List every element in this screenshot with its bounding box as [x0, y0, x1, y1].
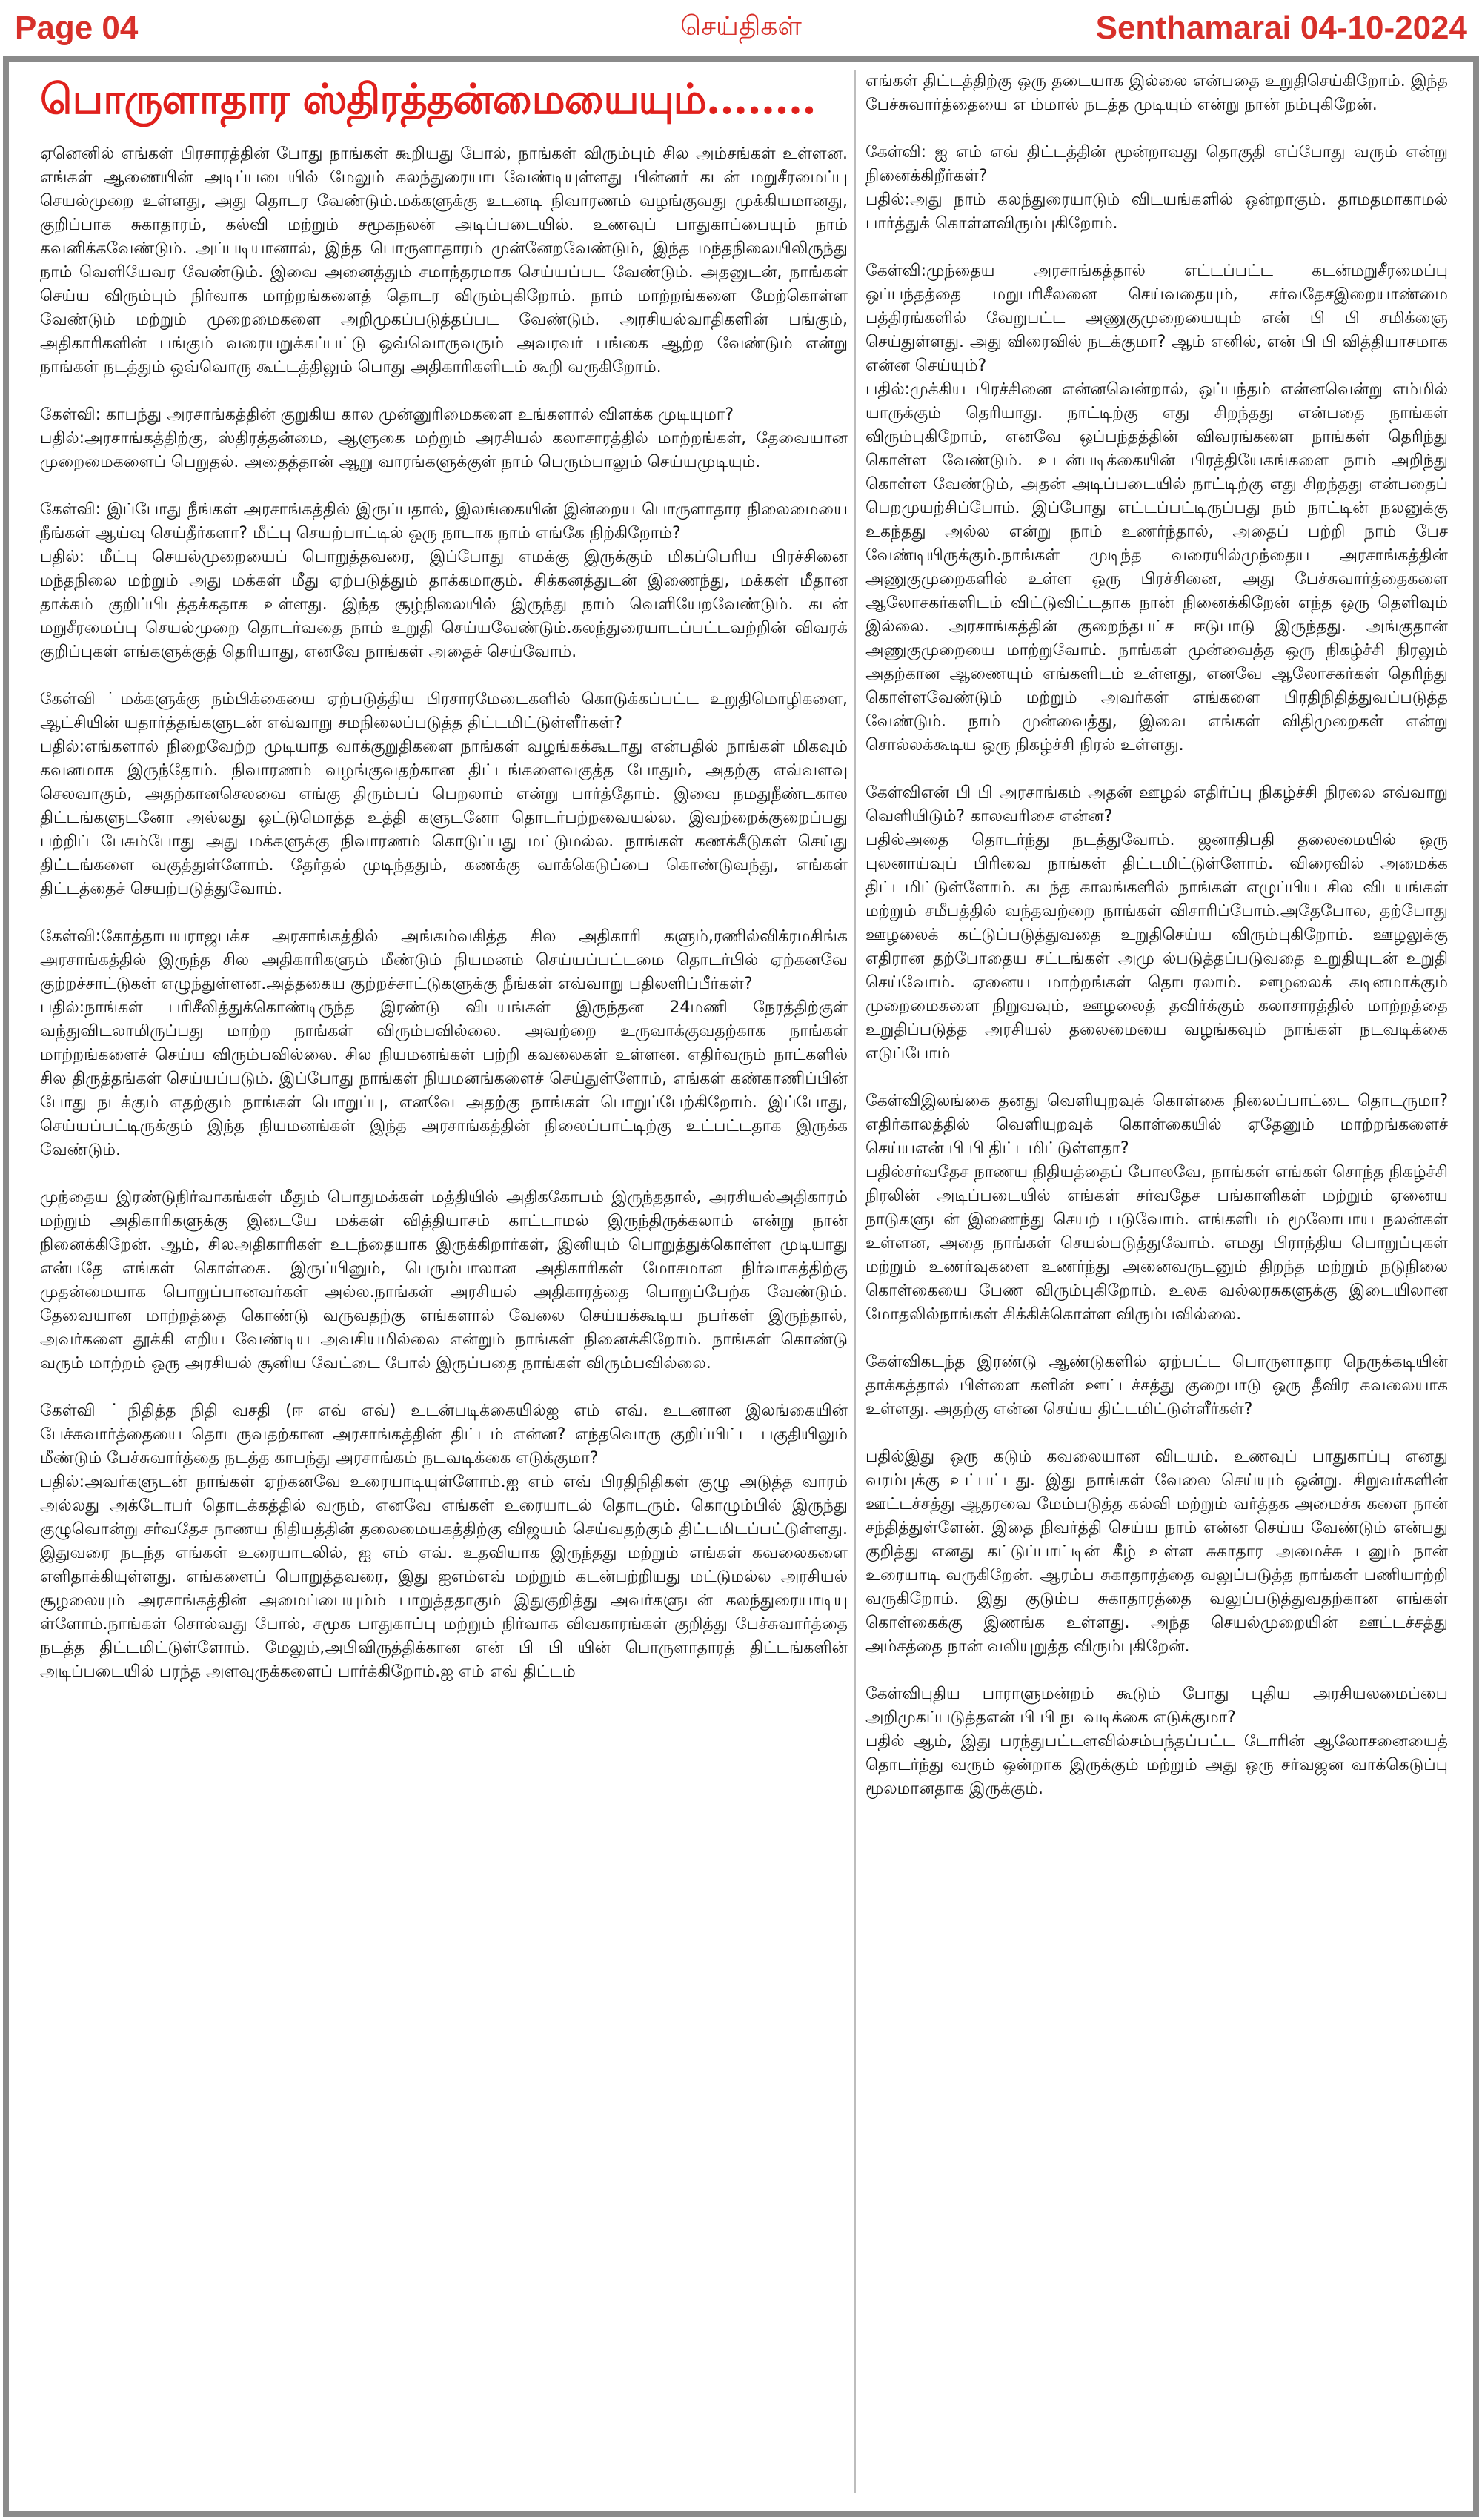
article-paragraph: கேள்வி:கோத்தாபயராஜபக்ச அரசாங்கத்தில் அங்கம்வகித்த சில அதிகாரி களும்,ரணில்விக்ரமசிங்க அரசாங்கத்தில் இருந்த சில அதிகாரிகளும் மீண்டும் நியமனம் செய்யப்பட்டமை தொடர்பில் ஏற்கனவே குற்றச்சாட்டுகள் எழுந்துள்ளன.அத்தகைய குற்றச்சாட்டுகளுக்கு நீங்கள் எவ்வாறு பதிலளிப்பீர்கள்? பதில்:நாங்கள் பரிசீலித்துக்கொண்டிருந்த இரண்டு விடயங்கள் இருந்தன 24மணி நேரத்திற்குள் வந்துவிடலாமிருப்பது மாற்ற நாங்கள் விரும்பவில்லை. அவற்றை உருவாக்குவதற்காக நாங்கள் மாற்றங்களைச் செய்ய விரும்பவில்லை. சில நியமனங்கள் பற்றி கவலைகள் உள்ளன. எதிர்வரும் நாட்களில் சில திருத்தங்கள் செய்யப்படும். இப்போது நாங்கள் நியமனங்களைச் செய்துள்ளோம், எங்கள் கண்காணிப்பின் போது நடக்கும் எதற்கும் நாங்கள் பொறுப்பு, எனவே அதற்கு நாங்கள் பொறுப்பேற்கிறோம். இப்போது, செய்யப்பட்டிருக்கும் இந்த நியமனங்கள் இந்த அரசாங்கத்தின் நிலைப்பாட்டிற்கு உட்பட்டதாக இருக்க வேண்டும். — [40, 927, 848, 1159]
article-paragraph: கேள்வி: இப்போது நீங்கள் அரசாங்கத்தில் இருப்பதால், இலங்கையின் இன்றைய பொருளாதார நிலைமையை நீங்கள் ஆய்வு செய்தீர்களா? மீட்பு செயற்பாட்டில் ஒரு நாடாக நாம் எங்கே நிற்கிறோம்? பதில்: மீட்பு செயல்முறையைப் பொறுத்தவரை, இப்போது எமக்கு இருக்கும் மிகப்பெரிய பிரச்சினை மந்தநிலை மற்றும் அது மக்கள் மீது ஏற்படுத்தும் தாக்கமாகும். சிக்கனத்துடன் இணைந்து, மக்கள் மீதான தாக்கம் குறிப்பிடத்தக்கதாக உள்ளது. இந்த சூழ்நிலையில் இருந்து நாம் வெளியேறவேண்டும். கடன் மறுசீரமைப்பு செயல்முறை தொடர்வதை நாம் உறுதி செய்யவேண்டும்.கலந்துரையாடப்பட்டவற்றின் விவரக் குறிப்புகள் எங்களுக்குத் தெரியாது, எனவே நாங்கள் அதைச் செய்வோம். — [40, 500, 848, 661]
left-column-body — [40, 142, 848, 1684]
masthead — [0, 0, 1482, 56]
article-paragraph: கேள்வி ˙மக்களுக்கு நம்பிக்கையை ஏற்படுத்திய பிரசாரமேடைகளில் கொடுக்கப்பட்ட உறுதிமொழிகளை, ஆட்சியின் யதார்த்தங்களுடன் எவ்வாறு சமநிலைப்படுத்த திட்டமிட்டுள்ளீர்கள்? பதில்:எங்களால் நிறைவேற்ற முடியாத வாக்குறுதிகளை நாங்கள் வழங்கக்கூடாது என்பதில் நாங்கள் மிகவும் கவனமாக இருந்தோம். நிவாரணம் வழங்குவதற்கான திட்டங்களைவகுத்த போதும், அதற்கு எவ்வளவு செலவாகும், அதற்கானசெலவை எங்கு திரும்பப் பெறலாம் என்று பார்த்தோம். இவை நமதுநீண்டகால திட்டங்களுடனோ அல்லது ஒட்டுமொத்த உத்தி களுடனோ தொடர்பற்றவையல்ல. இவற்றைக்குறைப்பது பற்றிப் பேசும்போது அது மக்களுக்கு நிவாரணம் கொடுப்பது மட்டுமல்ல. நாங்கள் கணக்கீடுகள் செய்து திட்டங்களை வகுத்துள்ளோம். தேர்தல் முடிந்ததும், கணக்கு வாக்கெடுப்பை கொண்டுவந்து, எங்கள் திட்டத்தைச் செயற்படுத்துவோம். — [40, 690, 848, 898]
article-paragraph: கேள்விஇலங்கை தனது வெளியுறவுக் கொள்கை நிலைப்பாட்டை தொடருமா? எதிர்காலத்தில் வெளியுறவுக் கொள்கையில் ஏதேனும் மாற்றங்களைச் செய்யஎன் பி பி திட்டமிட்டுள்ளதா? பதில்சர்வதேச நாணய நிதியத்தைப் போலவே, நாங்கள் எங்கள் சொந்த நிகழ்ச்சி நிரலின் அடிப்படையில் எங்கள் சர்வதேச பங்காளிகள் மற்றும் ஏனைய நாடுகளுடன் இணைந்து செயற் படுவோம். எங்களிடம் மூலோபாய நலன்கள் உள்ளன, அதை நாங்கள் செயல்படுத்துவோம். எமது பிராந்திய பொறுப்புகள் மற்றும் உணர்வுகளை உணர்ந்து அனைவருடனும் திறந்த மற்றும் நடுநிலை கொள்கையை பேண விரும்புகிறோம். உலக வல்லரசுகளுக்கு இடையிலான மோதலில்நாங்கள் சிக்கிக்கொள்ள விரும்பவில்லை. — [865, 1092, 1448, 1324]
article-paragraph: எங்கள் திட்டத்திற்கு ஒரு தடையாக இல்லை என்பதை உறுதிசெய்கிறோம். இந்த பேச்சுவார்த்தையை எ ம்மால் நடத்த முடியும் என்று நான் நம்புகிறேன். — [865, 72, 1448, 114]
article-headline: பொருளாதார ஸ்திரத்தன்மையையும்........ — [40, 75, 816, 124]
right-column — [865, 70, 1448, 2493]
article-paragraph: பதில்இது ஒரு கடும் கவலையான விடயம். உணவுப் பாதுகாப்பு எனது வரம்புக்கு உட்பட்டது. இது நாங்கள் வேலை செய்யும் ஒன்று. சிறுவர்களின் ஊட்டச்சத்து ஆதரவை மேம்படுத்த கல்வி மற்றும் வர்த்தக அமைச்சு களை நான் சந்தித்துள்ளேன். இதை நிவர்த்தி செய்ய நாம் என்ன செய்ய வேண்டும் என்பது குறித்து எனது கட்டுப்பாட்டின் கீழ் உள்ள சுகாதார அமைச்சு டனும் நான் உரையாடி வருகிறேன். ஆரம்ப சுகாதாரத்தை வலுப்படுத்த நாங்கள் பணியாற்றி வருகிறோம். இது குடும்ப சுகாதாரத்தை வலுப்படுத்துவதற்கான எங்கள் கொள்கைக்கு இணங்க உள்ளது. அந்த செயல்முறையின் ஊட்டச்சத்து அம்சத்தை நான் வலியுறுத்த விரும்புகிறேன். — [865, 1448, 1448, 1656]
page-number: Page 04 — [15, 10, 139, 46]
article-paragraph: முந்தைய இரண்டுநிர்வாகங்கள் மீதும் பொதுமக்கள் மத்தியில் அதிககோபம் இருந்ததால், அரசியல்அதிகாரம் மற்றும் அதிகாரிகளுக்கு இடையே மக்கள் வித்தியாசம் காட்டாமல் இருந்திருக்கலாம் என்று நான் நினைக்கிறேன். ஆம், சிலஅதிகாரிகள் உடந்தையாக இருக்கிறார்கள், இனியும் பொறுத்துக்கொள்ள முடியாது என்பதே எங்கள் கொள்கை. இருப்பினும், பெரும்பாலான அதிகாரிகள் மோசமான நிர்வாகத்திற்கு முதன்மையாக பொறுப்பானவர்கள் அல்ல.நாங்கள் அரசியல் அதிகாரத்தை பொறுப்பேற்க வேண்டும். தேவையான மாற்றத்தை கொண்டு வருவதற்கு எங்களால் வேலை செய்யக்கூடிய நபர்கள் இருந்தால், அவர்களை தூக்கி எறிய வேண்டிய அவசியமில்லை என்றும் நாங்கள் நினைக்கிறோம். நாங்கள் கொண்டு வரும் மாற்றம் ஒரு அரசியல் சூனிய வேட்டை போல் இருப்பதை நாங்கள் விரும்பவில்லை. — [40, 1188, 848, 1373]
article-paragraph: கேள்வி ˙நிதித்த நிதி வசதி (ஈ எவ் எவ்) உடன்படிக்கையில்ஐ எம் எவ். உடனான இலங்கையின் பேச்சுவார்த்தையை தொடருவதற்கான அரசாங்கத்தின் திட்டம் என்ன? எந்தவொரு குறிப்பிட்ட பகுதியிலும் மீண்டும் பேச்சுவார்த்தை நடத்த காபந்து அரசாங்கம் நடவடிக்கை எடுக்குமா? பதில்:அவர்களுடன் நாங்கள் ஏற்கனவே உரையாடியுள்ளோம்.ஐ எம் எவ் பிரதிநிதிகள் குழு அடுத்த வாரம் அல்லது அக்டோபர் தொடக்கத்தில் வரும், எனவே எங்கள் உரையாடல் தொடரும். கொழும்பில் இருந்து குழுவொன்று சர்வதேச நாணய நிதியத்தின் தலைமையகத்திற்கு விஜயம் செய்வதற்கும் திட்டமிடப்பட்டுள்ளது. இதுவரை நடந்த எங்கள் உரையாடலில், ஐ எம் எவ். உதவியாக இருந்தது மற்றும் எங்கள் கவலைகளை எளிதாக்கியுள்ளது. எங்களைப் பொறுத்தவரை, இது ஐஎம்எவ் மற்றும் கடன்பற்றியது மட்டுமல்ல அரசியல் சூழலையும் அரசாங்கத்தின் அமைப்பையும்ம் பாறுத்ததாகும் இதுகுறித்து அவர்களுடன் கலந்துரையாடியு ள்ளோம்.நாங்கள் சொல்வது போல், சமூக பாதுகாப்பு மற்றும் நிர்வாக விவகாரங்கள் குறித்து பேச்சுவார்த்தை நடத்த திட்டமிட்டுள்ளோம். மேலும்,அபிவிருத்திக்கான என் பி பி யின் பொருளாதாரத் திட்டங்களின் அடிப்படையில் பரந்த அளவுருக்களைப் பார்க்கிறோம்.ஐ எம் எவ் திட்டம் — [40, 1402, 848, 1681]
article-paragraph: கேள்விபுதிய பாராளுமன்றம் கூடும் போது புதிய அரசியலமைப்பை அறிமுகப்படுத்தஎன் பி பி நடவடிக்கை எடுக்குமா? பதில் ஆம், இது பரந்துபட்டளவில்சம்பந்தப்பட்ட டோரின் ஆலோசனையைத் தொடர்ந்து வரும் ஒன்றாக இருக்கும் மற்றும் அது ஒரு சர்வஜன வாக்கெடுப்பு மூலமானதாக இருக்கும். — [865, 1685, 1448, 1798]
article-paragraph: கேள்வி:முந்தைய அரசாங்கத்தால் எட்டப்பட்ட கடன்மறுசீரமைப்பு ஒப்பந்தத்தை மறுபரிசீலனை செய்வதையும், சர்வதேசஇறையாண்மை பத்திரங்களில் வேறுபட்ட அணுகுமுறையையும் என் பி பி சமிக்ஞை செய்துள்ளது. அது விரைவில் நடக்குமா? ஆம் எனில், என் பி பி வித்தியாசமாக என்ன செய்யும்? பதில்:முக்கிய பிரச்சினை என்னவென்றால், ஒப்பந்தம் என்னவென்று எம்மில் யாருக்கும் தெரியாது. நாட்டிற்கு எது சிறந்தது என்பதை நாங்கள் விரும்புகிறோம், எனவே ஒப்பந்தத்தின் விவரங்களை நாங்கள் தெரிந்து கொள்ள வேண்டும். உடன்படிக்கையின் பிரத்தியேகங்களை நாம் அறிந்து கொள்ள வேண்டும், அதன் அடிப்படையில் நாட்டிற்கு எது சிறந்தது என்பதைப் பெறமுயற்சிப்போம். இப்போது எட்டப்பட்டிருப்பது நம் நாட்டின் நலனுக்கு உகந்தது அல்ல என்று நாம் உணர்ந்தால், அதைப் பற்றி நாம் பேச வேண்டியிருக்கும்.நாங்கள் முடிந்த வரையில்முந்தைய அரசாங்கத்தின் அணுகுமுறைகளில் உள்ள ஒரு பிரச்சினை, அது பேச்சுவார்த்தைகளை ஆலோசகர்களிடம் விட்டுவிட்டதாக நான் நினைக்கிறேன் எந்த ஒரு தெளிவும் இல்லை. அரசாங்கத்தின் குறைந்தபட்ச ஈடுபாடு இருந்தது. அங்குதான் அணுகுமுறையை மாற்றுவோம். நாங்கள் முன்வைத்த ஒரு நிகழ்ச்சி நிரலும் அதற்கான ஆணையும் எங்களிடம் உள்ளது, எனவே ஆலோசகர்கள் தெரிந்து கொள்ளவேண்டும் மற்றும் அவர்கள் எங்களை பிரதிநிதித்துவப்படுத்த வேண்டும். நாம் முன்வைத்து, இவை எங்கள் விதிமுறைகள் என்று சொல்லக்கூடிய ஒரு நிகழ்ச்சி நிரல் உள்ளது. — [865, 262, 1448, 755]
section-title: செய்திகள் — [680, 11, 802, 42]
article-paragraph: கேள்விஎன் பி பி அரசாங்கம் அதன் ஊழல் எதிர்ப்பு நிகழ்ச்சி நிரலை எவ்வாறு வெளியிடும்? காலவரிசை என்ன? பதில்அதை தொடர்ந்து நடத்துவோம். ஜனாதிபதி தலைமையில் ஒரு புலனாய்வுப் பிரிவை நாங்கள் திட்டமிட்டுள்ளோம். விரைவில் அமைக்க திட்டமிட்டுள்ளோம். கடந்த காலங்களில் நாங்கள் எழுப்பிய சில விடயங்கள் மற்றும் சமீபத்தில் வந்தவற்றை நாங்கள் விசாரிப்போம்.அதேபோல, தற்போது ஊழலைக் கட்டுப்படுத்துவதை உறுதிசெய்ய விரும்புகிறோம். ஊழலுக்கு எதிரான தற்போதைய சட்டங்கள் அமு ல்படுத்தப்படுவதை உறுதியுடன் உறுதி செய்வோம். ஏனைய மாற்றங்கள் தொடரலாம். ஊழலைக் கடினமாக்கும் முறைமைகளை நிறுவவும், ஊழலைத் தவிர்க்கும் கலாசாரத்தில் மாற்றத்தை உறுதிப்படுத்த அரசியல் தலைமையை வழங்கவும் நாங்கள் நடவடிக்கை எடுப்போம் — [865, 783, 1448, 1063]
article-paragraph: ஏனெனில் எங்கள் பிரசாரத்தின் போது நாங்கள் கூறியது போல், நாங்கள் விரும்பும் சில அம்சங்கள் உள்ளன. எங்கள் ஆணையின் அடிப்படையில் மேலும் கலந்துரையாடவேண்டியுள்ளது பின்னர் கடன் மறுசீரமைப்பு செயல்முறை உள்ளது, அது தொடர வேண்டும்.மக்களுக்கு உடனடி நிவாரணம் வழங்குவது முக்கியமானது, குறிப்பாக சுகாதாரம், கல்வி மற்றும் சமூகநலன் அடிப்படையில். உணவுப் பாதுகாப்பையும் நாம் கவனிக்கவேண்டும். அப்படியானால், இந்த பொருளாதாரம் முன்னேறவேண்டும், இந்த மந்தநிலையிலிருந்து நாம் வெளியேவர வேண்டும். இவை அனைத்தும் சமாந்தரமாக செய்யப்பட வேண்டும். அதனுடன், நாங்கள் செய்ய விரும்பும் நிர்வாக மாற்றங்களைத் தொடர விரும்புகிறோம். நாம் மாற்றங்களை மேற்கொள்ள வேண்டும் மற்றும் முறைமைகளை அறிமுகப்படுத்தப்பட வேண்டும். அரசியல்வாதிகளின் பங்கும், அதிகாரிகளின் பங்கும் வரையறுக்கப்பட்டு ஒவ்வொருவரும் அவரவர் பங்கை ஆற்ற வேண்டும் என்று நாங்கள் நடத்தும் ஒவ்வொரு கூட்டத்திலும் பொது அதிகாரிகளிடம் கூறி வருகிறோம். — [40, 145, 848, 377]
article-paragraph: கேள்வி: ஐ எம் எவ் திட்டத்தின் மூன்றாவது தொகுதி எப்போது வரும் என்று நினைக்கிறீர்கள்? பதில்:அது நாம் கலந்துரையாடும் விடயங்களில் ஒன்றாகும். தாமதமாகாமல் பார்த்துக் கொள்ளவிரும்புகிறோம். — [865, 143, 1448, 233]
left-column — [40, 70, 848, 2493]
article-paragraph: கேள்விகடந்த இரண்டு ஆண்டுகளில் ஏற்பட்ட பொருளாதார நெருக்கடியின் தாக்கத்தால் பிள்ளை களின் ஊட்டச்சத்து குறைபாடு ஒரு தீவிர கவலையாக உள்ளது. அதற்கு என்ன செய்ய திட்டமிட்டுள்ளீர்கள்? — [865, 1353, 1448, 1419]
right-column-body — [865, 70, 1448, 1801]
article-paragraph: கேள்வி: காபந்து அரசாங்கத்தின் குறுகிய கால முன்னுரிமைகளை உங்களால் விளக்க முடியுமா? பதில்:அரசாங்கத்திற்கு, ஸ்திரத்தன்மை, ஆளுகை மற்றும் அரசியல் கலாசாரத்தில் மாற்றங்கள், தேவையான முறைமைகளைப் பெறுதல். அதைத்தான் ஆறு வாரங்களுக்குள் நாம் பெரும்பாலும் செய்யமுடியும். — [40, 405, 848, 471]
column-divider — [854, 70, 856, 2493]
paper-name-date: Senthamarai 04-10-2024 — [1095, 10, 1467, 46]
